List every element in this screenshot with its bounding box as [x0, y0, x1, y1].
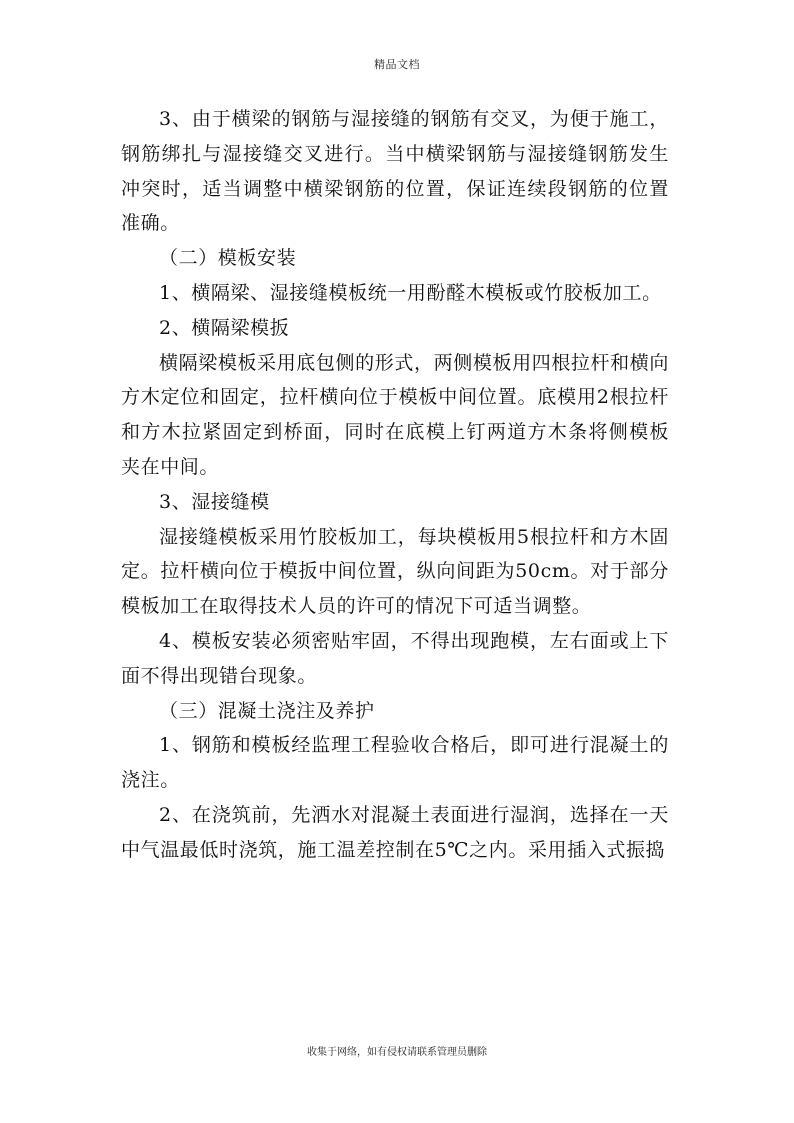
- paragraph-concrete-wetting: 2、在浇筑前，先洒水对混凝土表面进行湿润，选择在一天中气温最低时浇筑，施工温差控制在5℃之内。采用插入式振捣: [121, 803, 669, 861]
- subheading-diaphragm-formwork: 2、横隔梁模扳: [159, 316, 290, 339]
- section-heading-concrete: （三）混凝土浇注及养护: [159, 699, 375, 722]
- document-body: [121, 102, 669, 868]
- paragraph-wet-joint-formwork: 湿接缝模板采用竹胶板加工，每块模板用5根拉杆和方木固定。拉杆横向位于模扳中间位置，纵向间距为50cm。对于部分模板加工在取得技术人员的许可的情况下可适当调整。: [121, 525, 669, 618]
- paragraph-formwork-installation: 4、模板安装必须密贴牢固，不得出现跑模，左右面或上下面不得出现错台现象。: [121, 629, 669, 687]
- subheading-wet-joint-formwork: 3、湿接缝模: [159, 490, 270, 513]
- paragraph-rebar-crossing: 3、由于横梁的钢筋与湿接缝的钢筋有交叉，为便于施工，钢筋绑扎与湿接缝交叉进行。当中横梁钢筋与湿接缝钢筋发生冲突时，适当调整中横梁钢筋的位置，保证连续段钢筋的位置准确。: [121, 108, 669, 235]
- page-footer: 收集于网络，如有侵权请联系管理员删除: [307, 1047, 487, 1058]
- section-heading-formwork: （二）模板安装: [159, 247, 297, 270]
- paragraph-diaphragm-formwork: 横隔梁模板采用底包侧的形式，两侧模板用四根拉杆和横向方木定位和固定，拉杆横向位于模板中间位置。底模用2根拉杆和方木拉紧固定到桥面，同时在底模上钉两道方木条将侧模板夹在中间。: [121, 351, 669, 478]
- paragraph-formwork-material: 1、横隔梁、湿接缝模板统一用酚醛木模板或竹胶板加工。: [159, 281, 662, 304]
- paragraph-concrete-pouring: 1、钢筋和模板经监理工程验收合格后，即可进行混凝土的浇注。: [121, 734, 669, 792]
- page-header: 精品文档: [374, 58, 420, 71]
